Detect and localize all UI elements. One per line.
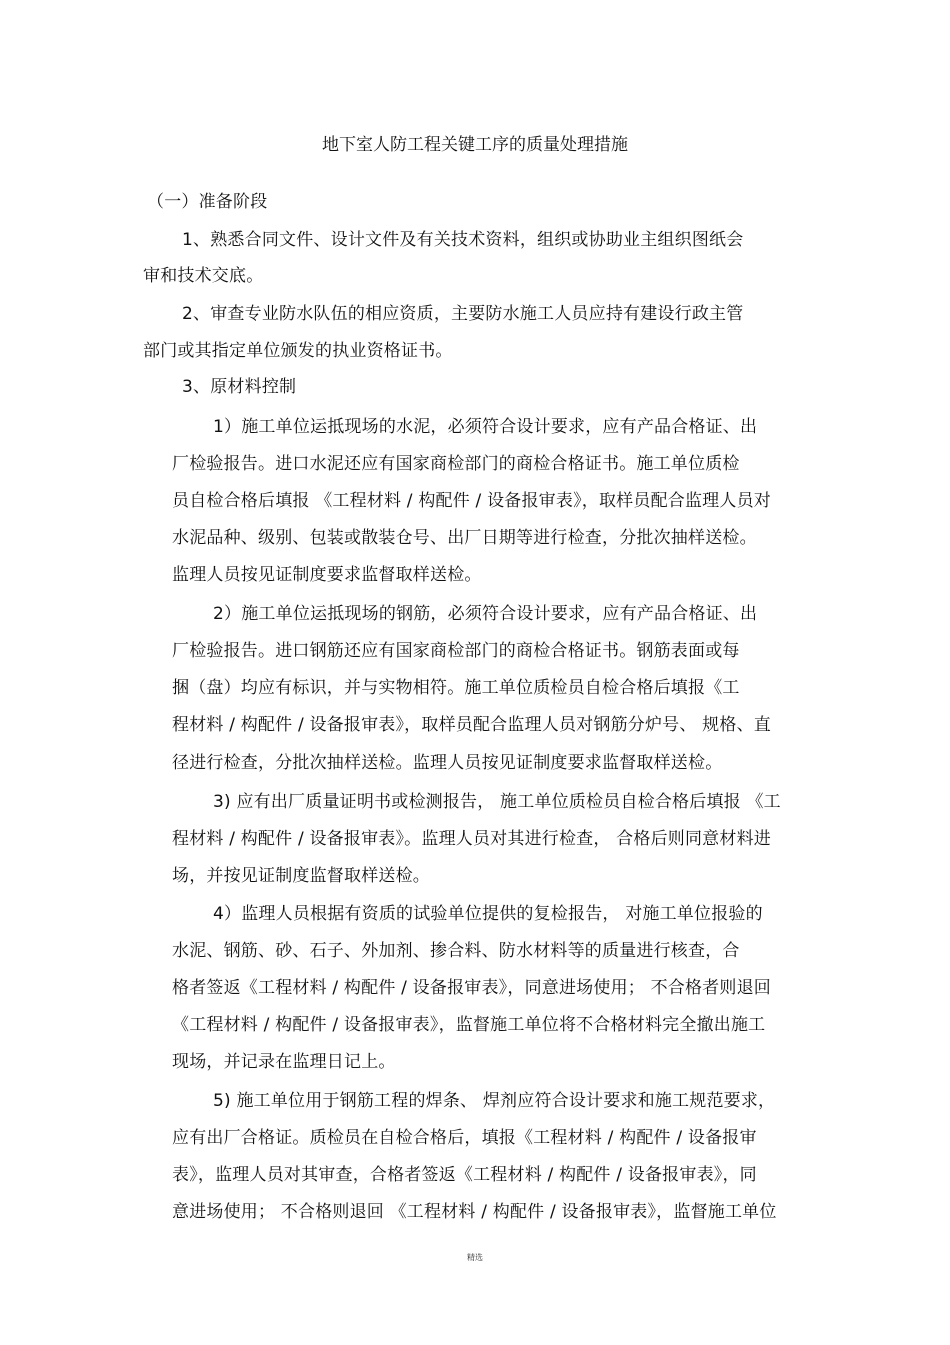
paragraph-line: 部门或其指定单位颁发的执业资格证书。 (143, 341, 453, 361)
paragraph-line: 1、熟悉合同文件、设计文件及有关技术资料，组织或协助业主组织图纸会 (182, 230, 744, 250)
paragraph-line: 水泥品种、级别、包装或散装仓号、出厂日期等进行检查，分批次抽样送检。 (172, 528, 757, 548)
paragraph-line: 《工程材料 / 构配件 / 设备报审表》，监督施工单位将不合格材料完全撤出施工 (172, 1015, 766, 1035)
paragraph-line: 表》，监理人员对其审查，合格者签返《工程材料 / 构配件 / 设备报审表》，同 (172, 1165, 757, 1185)
paragraph-line: 4）监理人员根据有资质的试验单位提供的复检报告， 对施工单位报验的 (213, 904, 763, 924)
paragraph-line: 员自检合格后填报 《工程材料 / 构配件 / 设备报审表》，取样员配合监理人员对 (172, 491, 771, 511)
paragraph-line: 程材料 / 构配件 / 设备报审表》，取样员配合监理人员对钢筋分炉号、 规格、直 (172, 715, 771, 735)
paragraph-line: 意进场使用； 不合格则退回 《工程材料 / 构配件 / 设备报审表》，监督施工单位 (172, 1202, 777, 1222)
paragraph-line: 监理人员按见证制度要求监督取样送检。 (172, 565, 482, 585)
paragraph-line: 2、审查专业防水队伍的相应资质，主要防水施工人员应持有建设行政主管 (182, 304, 744, 324)
paragraph-line: 1）施工单位运抵现场的水泥，必须符合设计要求，应有产品合格证、出 (213, 417, 758, 437)
paragraph-line: 场，并按见证制度监督取样送检。 (172, 866, 430, 886)
paragraph-line: 厂检验报告。进口水泥还应有国家商检部门的商检合格证书。施工单位质检 (172, 454, 740, 474)
section-heading: （一）准备阶段 (147, 192, 268, 212)
paragraph-line: 3、原材料控制 (182, 377, 297, 397)
paragraph-line: 现场，并记录在监理日记上。 (172, 1052, 396, 1072)
paragraph-line: 2）施工单位运抵现场的钢筋，必须符合设计要求，应有产品合格证、出 (213, 604, 758, 624)
paragraph-line: 捆（盘）均应有标识，并与实物相符。施工单位质检员自检合格后填报《工 (172, 678, 740, 698)
paragraph-line: 格者签返《工程材料 / 构配件 / 设备报审表》，同意进场使用； 不合格者则退回 (172, 978, 771, 998)
paragraph-line: 程材料 / 构配件 / 设备报审表》。监理人员对其进行检查， 合格后则同意材料进 (172, 829, 771, 849)
document-title: 地下室人防工程关键工序的质量处理措施 (322, 135, 628, 155)
paragraph-line: 5) 施工单位用于钢筋工程的焊条、 焊剂应符合设计要求和施工规范要求， (213, 1091, 776, 1111)
paragraph-line: 水泥、钢筋、砂、石子、外加剂、掺合料、防水材料等的质量进行核查，合 (172, 941, 740, 961)
paragraph-line: 3) 应有出厂质量证明书或检测报告， 施工单位质检员自检合格后填报 《工 (213, 792, 781, 812)
paragraph-line: 应有出厂合格证。质检员在自检合格后，填报《工程材料 / 构配件 / 设备报审 (172, 1128, 757, 1148)
paragraph-line: 厂检验报告。进口钢筋还应有国家商检部门的商检合格证书。钢筋表面或每 (172, 641, 740, 661)
page-footer: 精选 (467, 1253, 483, 1262)
paragraph-line: 径进行检查，分批次抽样送检。监理人员按见证制度要求监督取样送检。 (172, 753, 723, 773)
paragraph-line: 审和技术交底。 (143, 266, 264, 286)
